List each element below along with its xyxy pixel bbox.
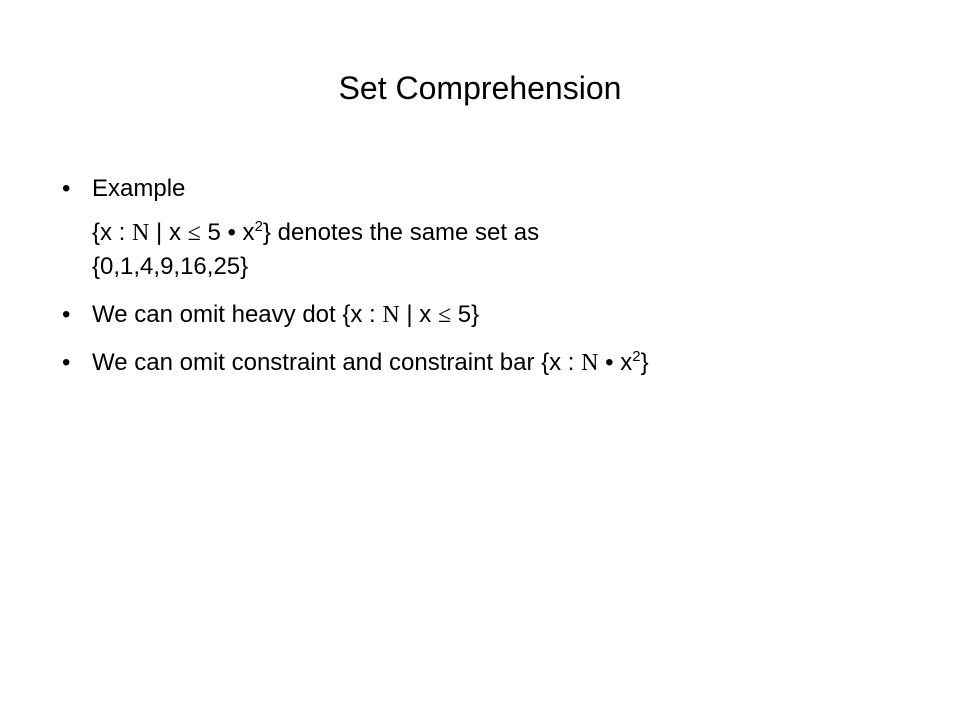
less-equal-symbol: ≤ — [187, 220, 201, 246]
slide-content — [62, 172, 922, 380]
naturals-symbol: N — [132, 220, 150, 246]
expr-part: | x — [399, 301, 438, 328]
bullet-example-text: Example — [92, 175, 186, 202]
bullet-dot: • — [62, 349, 71, 376]
exponent: 2 — [254, 218, 263, 235]
expr-part: {x : — [92, 219, 133, 246]
expr-part: We can omit heavy dot {x : — [92, 301, 383, 328]
expr-part: } denotes the same set as — [262, 219, 540, 246]
naturals-symbol: N — [581, 350, 599, 376]
bullet-omit-constraint — [62, 346, 922, 380]
expr-part: • x — [598, 349, 633, 376]
bullet-example — [62, 172, 922, 206]
example-expression-line — [62, 216, 922, 250]
expr-part: } — [640, 349, 649, 376]
example-result-set: {0,1,4,9,16,25} — [92, 253, 249, 280]
expr-part: 5} — [451, 301, 480, 328]
expr-part: We can omit constraint and constraint bar {x : — [92, 349, 582, 376]
naturals-symbol: N — [382, 302, 400, 328]
bullet-dot: • — [62, 301, 71, 328]
expr-part: | x — [149, 219, 188, 246]
exponent: 2 — [632, 348, 641, 365]
expr-part: 5 • x — [200, 219, 255, 246]
bullet-dot: • — [62, 175, 71, 202]
less-equal-symbol: ≤ — [437, 302, 452, 328]
bullet-omit-heavy-dot — [62, 298, 922, 332]
slide-title: Set Comprehension — [338, 70, 622, 106]
